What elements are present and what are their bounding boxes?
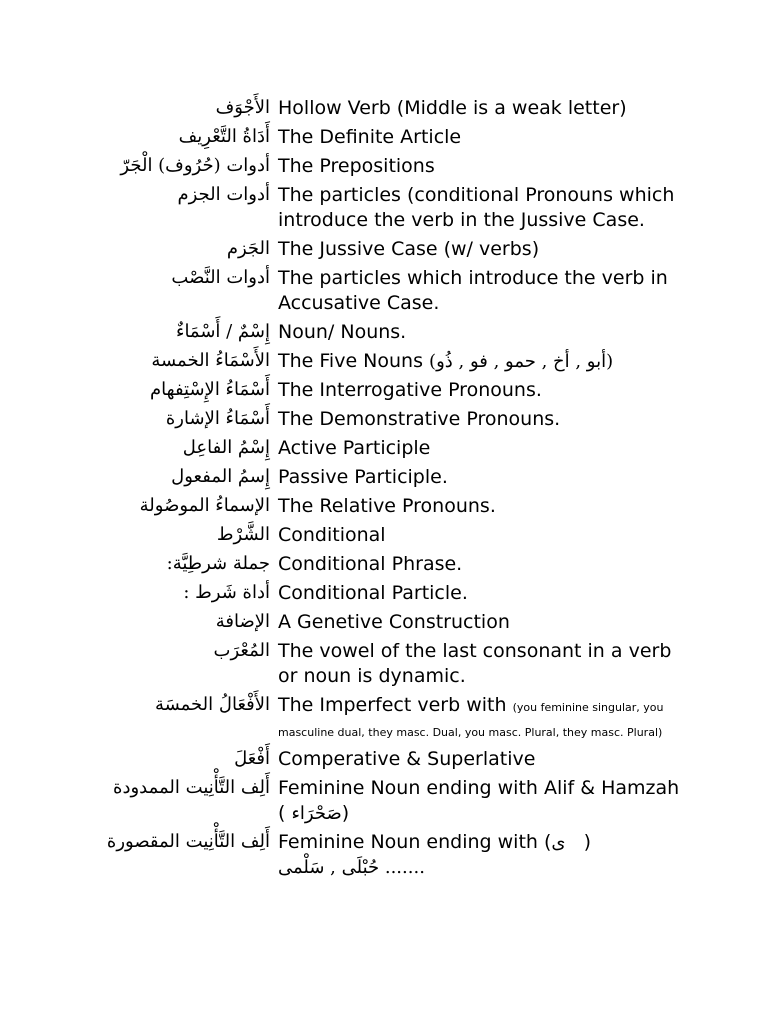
glossary-row [80,774,700,828]
arabic-term: أَسْمَاءُ الإِسْتِفهام [150,379,270,400]
english-definition [278,691,680,745]
arabic-letter: ى [551,832,566,853]
glossary-row [80,434,700,463]
english-definition: A Genetive Construction [278,611,510,633]
glossary-row [80,691,700,745]
glossary-row [80,745,700,774]
arabic-term: إِسمُ المفعول [171,466,270,487]
arabic-term: المُعْرَب [213,640,270,661]
glossary-row [80,264,700,318]
arabic-term: أَسْمَاءُ الإشارة [165,408,270,429]
glossary-row [80,123,700,152]
arabic-term: أدوات الجزم [177,184,270,205]
arabic-term: أدوات النَّصْب [171,267,270,288]
glossary-row [80,152,700,181]
glossary-row [80,463,700,492]
english-definition [278,774,680,828]
english-definition: The vowel of the last consonant in a verb or noun is dynamic. [278,640,672,687]
glossary-table [80,94,700,882]
arabic-term: الأَجْوَف [215,97,270,118]
glossary-row [80,347,700,376]
arabic-term: إِسْمٌ / أَسْمَاءٌ [175,321,270,342]
arabic-term: أدوات (حُرُوف) الْجَرّ [120,155,270,176]
arabic-term: الأَفْعَالُ الخمسَة [154,694,270,715]
english-definition: Comperative & Superlative [278,748,536,770]
glossary-row [80,94,700,123]
english-definition: Noun/ Nouns. [278,321,407,343]
arabic-example: صَحْرَاء [291,803,342,824]
english-definition: The Prepositions [278,155,435,177]
glossary-row [80,405,700,434]
arabic-term: الشَّرْط [216,524,270,545]
glossary-row [80,637,700,691]
definition-text: Feminine Noun ending with Alif & Hamzah ( [278,777,680,824]
closing-paren: ) [341,802,350,824]
english-definition [278,347,680,376]
glossary-row [80,235,700,264]
arabic-term: الإضافة [215,611,270,632]
glossary-row [80,492,700,521]
definition-note: (you feminine singular, you masculine dual, they masc. Dual, you masc. Plural, they masc. Plural) [278,701,664,739]
arabic-examples: حُبْلَى , سَلْمى ....... [278,857,425,878]
arabic-term: أَلِف التَّأْنِيت الممدودة [113,777,270,798]
glossary-row [80,828,700,882]
english-definition: The Relative Pronouns. [278,495,496,517]
english-definition: Passive Participle. [278,466,448,488]
english-definition: Conditional Particle. [278,582,468,604]
english-definition: The particles which introduce the verb in Accusative Case. [278,267,668,314]
english-definition: Conditional [278,524,386,546]
english-definition: The Interrogative Pronouns. [278,379,542,401]
arabic-term: الجَزم [226,238,270,259]
english-definition: The Definite Article [278,126,462,148]
glossary-row [80,318,700,347]
definition-text: The Five Nouns [278,350,423,372]
arabic-term: أَفْعَلَ [234,748,270,769]
arabic-term: الأَسْمَاءُ الخمسة [151,350,270,371]
arabic-examples: (أبو , أخ , حمو , فو , ذُو) [429,351,614,372]
english-definition: The Demonstrative Pronouns. [278,408,561,430]
glossary-row [80,521,700,550]
glossary-row [80,181,700,235]
arabic-term: الإسماءُ الموصُولة [139,495,270,516]
definition-text: Feminine Noun ending with ( [278,831,552,853]
arabic-term: جملة شرطِيَّة: [166,553,270,574]
arabic-term: أداة شَرط : [183,582,270,603]
english-definition: The particles (conditional Pronouns which introduce the verb in the Jussive Case. [278,184,675,231]
definition-text: The Imperfect verb with [278,694,507,716]
english-definition: Conditional Phrase. [278,553,463,575]
english-definition: The Jussive Case (w/ verbs) [278,238,540,260]
english-definition: Active Participle [278,437,431,459]
glossary-row [80,550,700,579]
glossary-row [80,376,700,405]
arabic-term: أَلِف التَّأْنِيت المقصورة [106,831,270,852]
closing-paren: ) [583,831,592,853]
glossary-row [80,608,700,637]
glossary-row [80,579,700,608]
arabic-term: أَدَاةُ التَّعْرِيف [178,126,270,147]
english-definition [278,828,680,882]
english-definition: Hollow Verb (Middle is a weak letter) [278,97,627,119]
arabic-term: إِسْمُ الفاعِل [182,437,270,458]
